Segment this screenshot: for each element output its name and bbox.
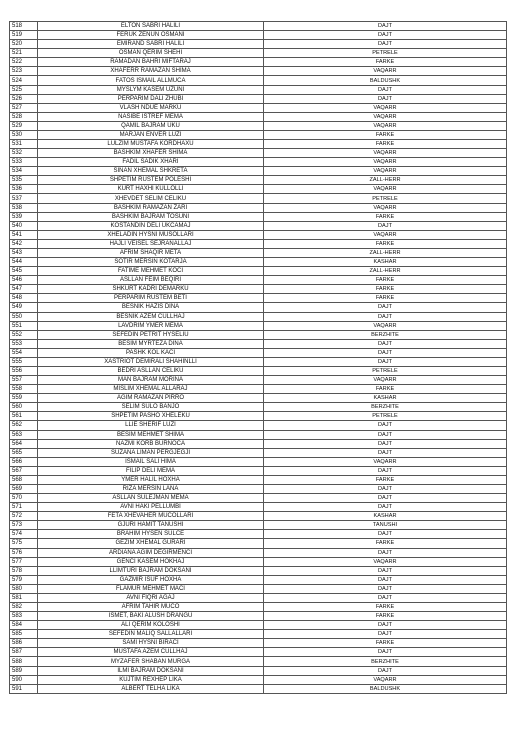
person-name: XASTRIOT DEMIRALI SHAHINLLI <box>38 357 264 366</box>
table-row <box>10 430 507 439</box>
person-name: NAZMI KORB BURNOCA <box>38 439 264 448</box>
row-number: 525 <box>10 85 38 94</box>
person-name: XHEVDET SELIM CELIKU <box>38 194 264 203</box>
table-row <box>10 512 507 521</box>
village-name: FARKE <box>264 58 507 67</box>
row-number: 562 <box>10 421 38 430</box>
table-row <box>10 603 507 612</box>
village-name: DAJT <box>264 439 507 448</box>
person-name: FETA XHEVAHER MUCOLLARI <box>38 512 264 521</box>
village-name: FARKE <box>264 612 507 621</box>
table-row <box>10 376 507 385</box>
village-name: VAQARR <box>264 457 507 466</box>
row-number: 578 <box>10 566 38 575</box>
person-name: KURT HAXHI KULLOLLI <box>38 185 264 194</box>
village-name: VAQARR <box>264 321 507 330</box>
table-row <box>10 621 507 630</box>
row-number: 548 <box>10 294 38 303</box>
table-row <box>10 439 507 448</box>
person-name: ASLLAN SULEJMAN MEMA <box>38 494 264 503</box>
row-number: 543 <box>10 248 38 257</box>
village-name: FARKE <box>264 140 507 149</box>
row-number: 518 <box>10 22 38 31</box>
table-row <box>10 648 507 657</box>
row-number: 563 <box>10 430 38 439</box>
table-row <box>10 366 507 375</box>
row-number: 571 <box>10 503 38 512</box>
table-row <box>10 394 507 403</box>
village-name: DAJT <box>264 448 507 457</box>
table-row <box>10 22 507 31</box>
row-number: 580 <box>10 584 38 593</box>
table-row <box>10 503 507 512</box>
village-name: VAQARR <box>264 167 507 176</box>
row-number: 551 <box>10 321 38 330</box>
table-row <box>10 421 507 430</box>
village-name: VAQARR <box>264 185 507 194</box>
person-name: OSMAN QERIM SHEHI <box>38 49 264 58</box>
village-name: DAJT <box>264 421 507 430</box>
table-row <box>10 403 507 412</box>
person-name: FILIP DELI MEMA <box>38 466 264 475</box>
table-row <box>10 675 507 684</box>
table-row <box>10 303 507 312</box>
row-number: 585 <box>10 630 38 639</box>
row-number: 540 <box>10 221 38 230</box>
village-name: ZALL-HERR <box>264 248 507 257</box>
village-name: VAQARR <box>264 376 507 385</box>
person-name: RIZA MERSIN LANA <box>38 484 264 493</box>
person-name: LAVDRIM YMER MEMA <box>38 321 264 330</box>
row-number: 567 <box>10 466 38 475</box>
table-row <box>10 267 507 276</box>
table-row <box>10 630 507 639</box>
row-number: 536 <box>10 185 38 194</box>
person-name: AVNI HAKI PELLUMBI <box>38 503 264 512</box>
village-name: VAQARR <box>264 675 507 684</box>
person-name: BRAHIM HYSEN SULCE <box>38 530 264 539</box>
row-number: 526 <box>10 94 38 103</box>
village-name: DAJT <box>264 357 507 366</box>
list-table <box>9 21 507 694</box>
row-number: 537 <box>10 194 38 203</box>
row-number: 572 <box>10 512 38 521</box>
person-name: FLAMUR MEHMET MACI <box>38 584 264 593</box>
row-number: 573 <box>10 521 38 530</box>
person-name: BESNIK AZEM CULLHAJ <box>38 312 264 321</box>
person-name: XHELADIN HYSNI MUSOLLARI <box>38 230 264 239</box>
village-name: DAJT <box>264 566 507 575</box>
village-name: FARKE <box>264 539 507 548</box>
table-row <box>10 121 507 130</box>
person-name: EMIRAND SABRI HALILI <box>38 40 264 49</box>
village-name: DAJT <box>264 630 507 639</box>
person-name: SHKURT KADRI DEMARKU <box>38 285 264 294</box>
table-row <box>10 339 507 348</box>
table-row <box>10 31 507 40</box>
person-name: BESNIK HAZIS DINA <box>38 303 264 312</box>
table-row <box>10 666 507 675</box>
person-name: HAJLI VEISEL SEJRANALLAJ <box>38 239 264 248</box>
person-name: SOTIR MERSIN KOTARJA <box>38 258 264 267</box>
table-row <box>10 466 507 475</box>
person-name: MARJAN ENVER LUZI <box>38 130 264 139</box>
person-name: NASIBE ISTREF MEMA <box>38 112 264 121</box>
village-name: PETRELE <box>264 49 507 58</box>
person-name: GEZIM XHEMAL GURARI <box>38 539 264 548</box>
row-number: 539 <box>10 212 38 221</box>
village-name: ZALL-HERR <box>264 176 507 185</box>
row-number: 569 <box>10 484 38 493</box>
village-name: DAJT <box>264 584 507 593</box>
table-row <box>10 140 507 149</box>
table-row <box>10 539 507 548</box>
village-name: DAJT <box>264 312 507 321</box>
row-number: 534 <box>10 167 38 176</box>
table-row <box>10 348 507 357</box>
person-name: PERPARIM DALI ZHUBI <box>38 94 264 103</box>
row-number: 520 <box>10 40 38 49</box>
row-number: 577 <box>10 557 38 566</box>
person-name: MAN BAJRAM MORINA <box>38 376 264 385</box>
person-name: ELTON SABRI HALILI <box>38 22 264 31</box>
village-name: DAJT <box>264 339 507 348</box>
village-name: VAQARR <box>264 112 507 121</box>
row-number: 521 <box>10 49 38 58</box>
table-row <box>10 221 507 230</box>
row-number: 565 <box>10 448 38 457</box>
village-name: DAJT <box>264 666 507 675</box>
table-row <box>10 176 507 185</box>
table-row <box>10 58 507 67</box>
row-number: 558 <box>10 385 38 394</box>
person-name: MYZAFER SHABAN MURGA <box>38 657 264 666</box>
row-number: 550 <box>10 312 38 321</box>
village-name: PETRELE <box>264 366 507 375</box>
table-row <box>10 593 507 602</box>
person-name: AVNI FIQRI AGAJ <box>38 593 264 602</box>
person-name: FERUK ZENUN OSMANI <box>38 31 264 40</box>
table-row <box>10 412 507 421</box>
table-row <box>10 321 507 330</box>
person-name: SAMI HYSNI BIRACI <box>38 639 264 648</box>
village-name: DAJT <box>264 621 507 630</box>
table-row <box>10 557 507 566</box>
table-row <box>10 484 507 493</box>
village-name: BERZHITE <box>264 330 507 339</box>
village-name: DAJT <box>264 593 507 602</box>
table-row <box>10 584 507 593</box>
village-name: VAQARR <box>264 203 507 212</box>
person-name: SEFEDIN PETRIT HYSELIU <box>38 330 264 339</box>
person-name: FATOS ISMAIL ALLMUCA <box>38 76 264 85</box>
person-name: AGIM RAMAZAN PIRRO <box>38 394 264 403</box>
table-row <box>10 203 507 212</box>
person-name: SUZANA LIMAN PERGJEGJI <box>38 448 264 457</box>
person-name: AFRIM TAHIR MUCO <box>38 603 264 612</box>
village-name: DAJT <box>264 484 507 493</box>
village-name: TANUSHI <box>264 521 507 530</box>
village-name: DAJT <box>264 94 507 103</box>
person-name: AFRIM SHAQIR META <box>38 248 264 257</box>
village-name: VAQARR <box>264 230 507 239</box>
village-name: BERZHITE <box>264 657 507 666</box>
table-row <box>10 521 507 530</box>
row-number: 529 <box>10 121 38 130</box>
row-number: 590 <box>10 675 38 684</box>
row-number: 538 <box>10 203 38 212</box>
table-row <box>10 258 507 267</box>
village-name: FARKE <box>264 276 507 285</box>
table-row <box>10 294 507 303</box>
table-row <box>10 103 507 112</box>
person-name: BASHKIM RAMAZAN ZARI <box>38 203 264 212</box>
row-number: 545 <box>10 267 38 276</box>
table-row <box>10 130 507 139</box>
person-name: ASLLAN FEIM BEQIRI <box>38 276 264 285</box>
row-number: 541 <box>10 230 38 239</box>
table-row <box>10 76 507 85</box>
person-name: LULZIM MUSTAFA KORDHAXU <box>38 140 264 149</box>
table-row <box>10 212 507 221</box>
table-row <box>10 112 507 121</box>
village-name: DAJT <box>264 303 507 312</box>
row-number: 544 <box>10 258 38 267</box>
village-name: DAJT <box>264 85 507 94</box>
person-name: PASHK KOL KACI <box>38 348 264 357</box>
row-number: 587 <box>10 648 38 657</box>
table-row <box>10 312 507 321</box>
row-number: 574 <box>10 530 38 539</box>
list-table-body <box>10 22 507 694</box>
table-row <box>10 276 507 285</box>
row-number: 528 <box>10 112 38 121</box>
person-name: VLASH NDUE MARKU <box>38 103 264 112</box>
row-number: 556 <box>10 366 38 375</box>
table-row <box>10 248 507 257</box>
row-number: 564 <box>10 439 38 448</box>
village-name: FARKE <box>264 285 507 294</box>
row-number: 527 <box>10 103 38 112</box>
village-name: VAQARR <box>264 67 507 76</box>
village-name: VAQARR <box>264 149 507 158</box>
village-name: DAJT <box>264 494 507 503</box>
village-name: DAJT <box>264 430 507 439</box>
person-name: LLIE SHERIF LUZI <box>38 421 264 430</box>
village-name: VAQARR <box>264 557 507 566</box>
row-number: 576 <box>10 548 38 557</box>
row-number: 535 <box>10 176 38 185</box>
village-name: FARKE <box>264 385 507 394</box>
row-number: 568 <box>10 475 38 484</box>
person-name: SEFEDIN MALIQ SALLALLARI <box>38 630 264 639</box>
village-name: KASHAR <box>264 512 507 521</box>
table-row <box>10 67 507 76</box>
person-name: SELIM SULO BANJO <box>38 403 264 412</box>
village-name: DAJT <box>264 22 507 31</box>
table-row <box>10 230 507 239</box>
row-number: 559 <box>10 394 38 403</box>
village-name: DAJT <box>264 503 507 512</box>
row-number: 552 <box>10 330 38 339</box>
person-name: FATIME MEHMET KOCI <box>38 267 264 276</box>
row-number: 546 <box>10 276 38 285</box>
row-number: 530 <box>10 130 38 139</box>
village-name: FARKE <box>264 603 507 612</box>
row-number: 547 <box>10 285 38 294</box>
village-name: FARKE <box>264 639 507 648</box>
table-row <box>10 239 507 248</box>
row-number: 570 <box>10 494 38 503</box>
village-name: PETRELE <box>264 412 507 421</box>
person-name: KOSTANDIN DELI UKCAMAJ <box>38 221 264 230</box>
village-name: PETRELE <box>264 194 507 203</box>
table-row <box>10 49 507 58</box>
village-name: DAJT <box>264 221 507 230</box>
table-row <box>10 40 507 49</box>
person-name: QAMIL BAJRAM UKU <box>38 121 264 130</box>
person-name: BEDRI ASLLAN CELIKU <box>38 366 264 375</box>
row-number: 566 <box>10 457 38 466</box>
person-name: BESIM MEHMET SHIMA <box>38 430 264 439</box>
row-number: 524 <box>10 76 38 85</box>
table-row <box>10 194 507 203</box>
person-name: XHAFERR RAMAZAN SHIMA <box>38 67 264 76</box>
table-row <box>10 185 507 194</box>
row-number: 584 <box>10 621 38 630</box>
row-number: 554 <box>10 348 38 357</box>
person-name: ILMI BAJRAM DOKSANI <box>38 666 264 675</box>
village-name: DAJT <box>264 575 507 584</box>
village-name: BERZHITE <box>264 403 507 412</box>
person-name: SHPETIM RUSTEM POLESHI <box>38 176 264 185</box>
table-row <box>10 457 507 466</box>
table-row <box>10 612 507 621</box>
person-name: RAMADAN BAHRI MIFTARAJ <box>38 58 264 67</box>
village-name: VAQARR <box>264 121 507 130</box>
table-row <box>10 475 507 484</box>
table-row <box>10 684 507 693</box>
table-row <box>10 357 507 366</box>
row-number: 557 <box>10 376 38 385</box>
person-name: MUSTAFA AZEM CULLHAJ <box>38 648 264 657</box>
person-name: KUJTIM REXHEP LIKA <box>38 675 264 684</box>
row-number: 586 <box>10 639 38 648</box>
row-number: 591 <box>10 684 38 693</box>
person-name: GAZMIR ISUF HOXHA <box>38 575 264 584</box>
row-number: 589 <box>10 666 38 675</box>
row-number: 532 <box>10 149 38 158</box>
table-row <box>10 385 507 394</box>
table-row <box>10 494 507 503</box>
row-number: 553 <box>10 339 38 348</box>
person-name: ALBERT TELHA LIKA <box>38 684 264 693</box>
table-row <box>10 149 507 158</box>
table-row <box>10 566 507 575</box>
village-name: FARKE <box>264 239 507 248</box>
table-row <box>10 639 507 648</box>
row-number: 581 <box>10 593 38 602</box>
table-row <box>10 530 507 539</box>
person-name: ISMAIL SALI HIMA <box>38 457 264 466</box>
village-name: VAQARR <box>264 103 507 112</box>
table-row <box>10 448 507 457</box>
village-name: KASHAR <box>264 394 507 403</box>
person-name: GJURI HAMIT TANUSHI <box>38 521 264 530</box>
village-name: FARKE <box>264 130 507 139</box>
row-number: 561 <box>10 412 38 421</box>
village-name: DAJT <box>264 40 507 49</box>
row-number: 560 <box>10 403 38 412</box>
village-name: DAJT <box>264 466 507 475</box>
person-name: MISLIM XHEMAL ALLARAJ <box>38 385 264 394</box>
person-name: YMER HALIL HOXHA <box>38 475 264 484</box>
village-name: BALDUSHK <box>264 684 507 693</box>
table-row <box>10 548 507 557</box>
row-number: 582 <box>10 603 38 612</box>
row-number: 583 <box>10 612 38 621</box>
row-number: 533 <box>10 158 38 167</box>
village-name: BALDUSHK <box>264 76 507 85</box>
village-name: FARKE <box>264 212 507 221</box>
village-name: FARKE <box>264 294 507 303</box>
row-number: 519 <box>10 31 38 40</box>
village-name: DAJT <box>264 530 507 539</box>
village-name: KASHAR <box>264 258 507 267</box>
person-name: SHPETIM PASHO XHELEKU <box>38 412 264 421</box>
row-number: 549 <box>10 303 38 312</box>
person-name: MYSLYM KASEM UZUNI <box>38 85 264 94</box>
village-name: ZALL-HERR <box>264 267 507 276</box>
row-number: 579 <box>10 575 38 584</box>
person-name: BASHKIM BAJRAM TOSUNI <box>38 212 264 221</box>
person-name: BASHKIM XHAFER SHIMA <box>38 149 264 158</box>
row-number: 575 <box>10 539 38 548</box>
village-name: DAJT <box>264 648 507 657</box>
village-name: DAJT <box>264 348 507 357</box>
row-number: 588 <box>10 657 38 666</box>
document-page <box>9 21 506 694</box>
person-name: FADIL SADIK XHARI <box>38 158 264 167</box>
person-name: ARDIANA AGIM DEGIRMENCI <box>38 548 264 557</box>
person-name: LLIMTURI BAJRAM DOKSANI <box>38 566 264 575</box>
table-row <box>10 330 507 339</box>
person-name: GENCI KASEM HOKHAJ <box>38 557 264 566</box>
row-number: 522 <box>10 58 38 67</box>
row-number: 542 <box>10 239 38 248</box>
village-name: DAJT <box>264 548 507 557</box>
row-number: 555 <box>10 357 38 366</box>
table-row <box>10 167 507 176</box>
person-name: BESIM MYRTEZA DINA <box>38 339 264 348</box>
person-name: SINAN XHEMAL SHKRETA <box>38 167 264 176</box>
table-row <box>10 657 507 666</box>
row-number: 531 <box>10 140 38 149</box>
table-row <box>10 94 507 103</box>
table-row <box>10 85 507 94</box>
table-row <box>10 158 507 167</box>
table-row <box>10 285 507 294</box>
village-name: VAQARR <box>264 158 507 167</box>
person-name: PERPARIM RUSTEM BETI <box>38 294 264 303</box>
village-name: FARKE <box>264 475 507 484</box>
person-name: ISMET, BAKI ALUSH DRANGU <box>38 612 264 621</box>
row-number: 523 <box>10 67 38 76</box>
table-row <box>10 575 507 584</box>
person-name: ALI QERIM KOLOSHI <box>38 621 264 630</box>
village-name: DAJT <box>264 31 507 40</box>
